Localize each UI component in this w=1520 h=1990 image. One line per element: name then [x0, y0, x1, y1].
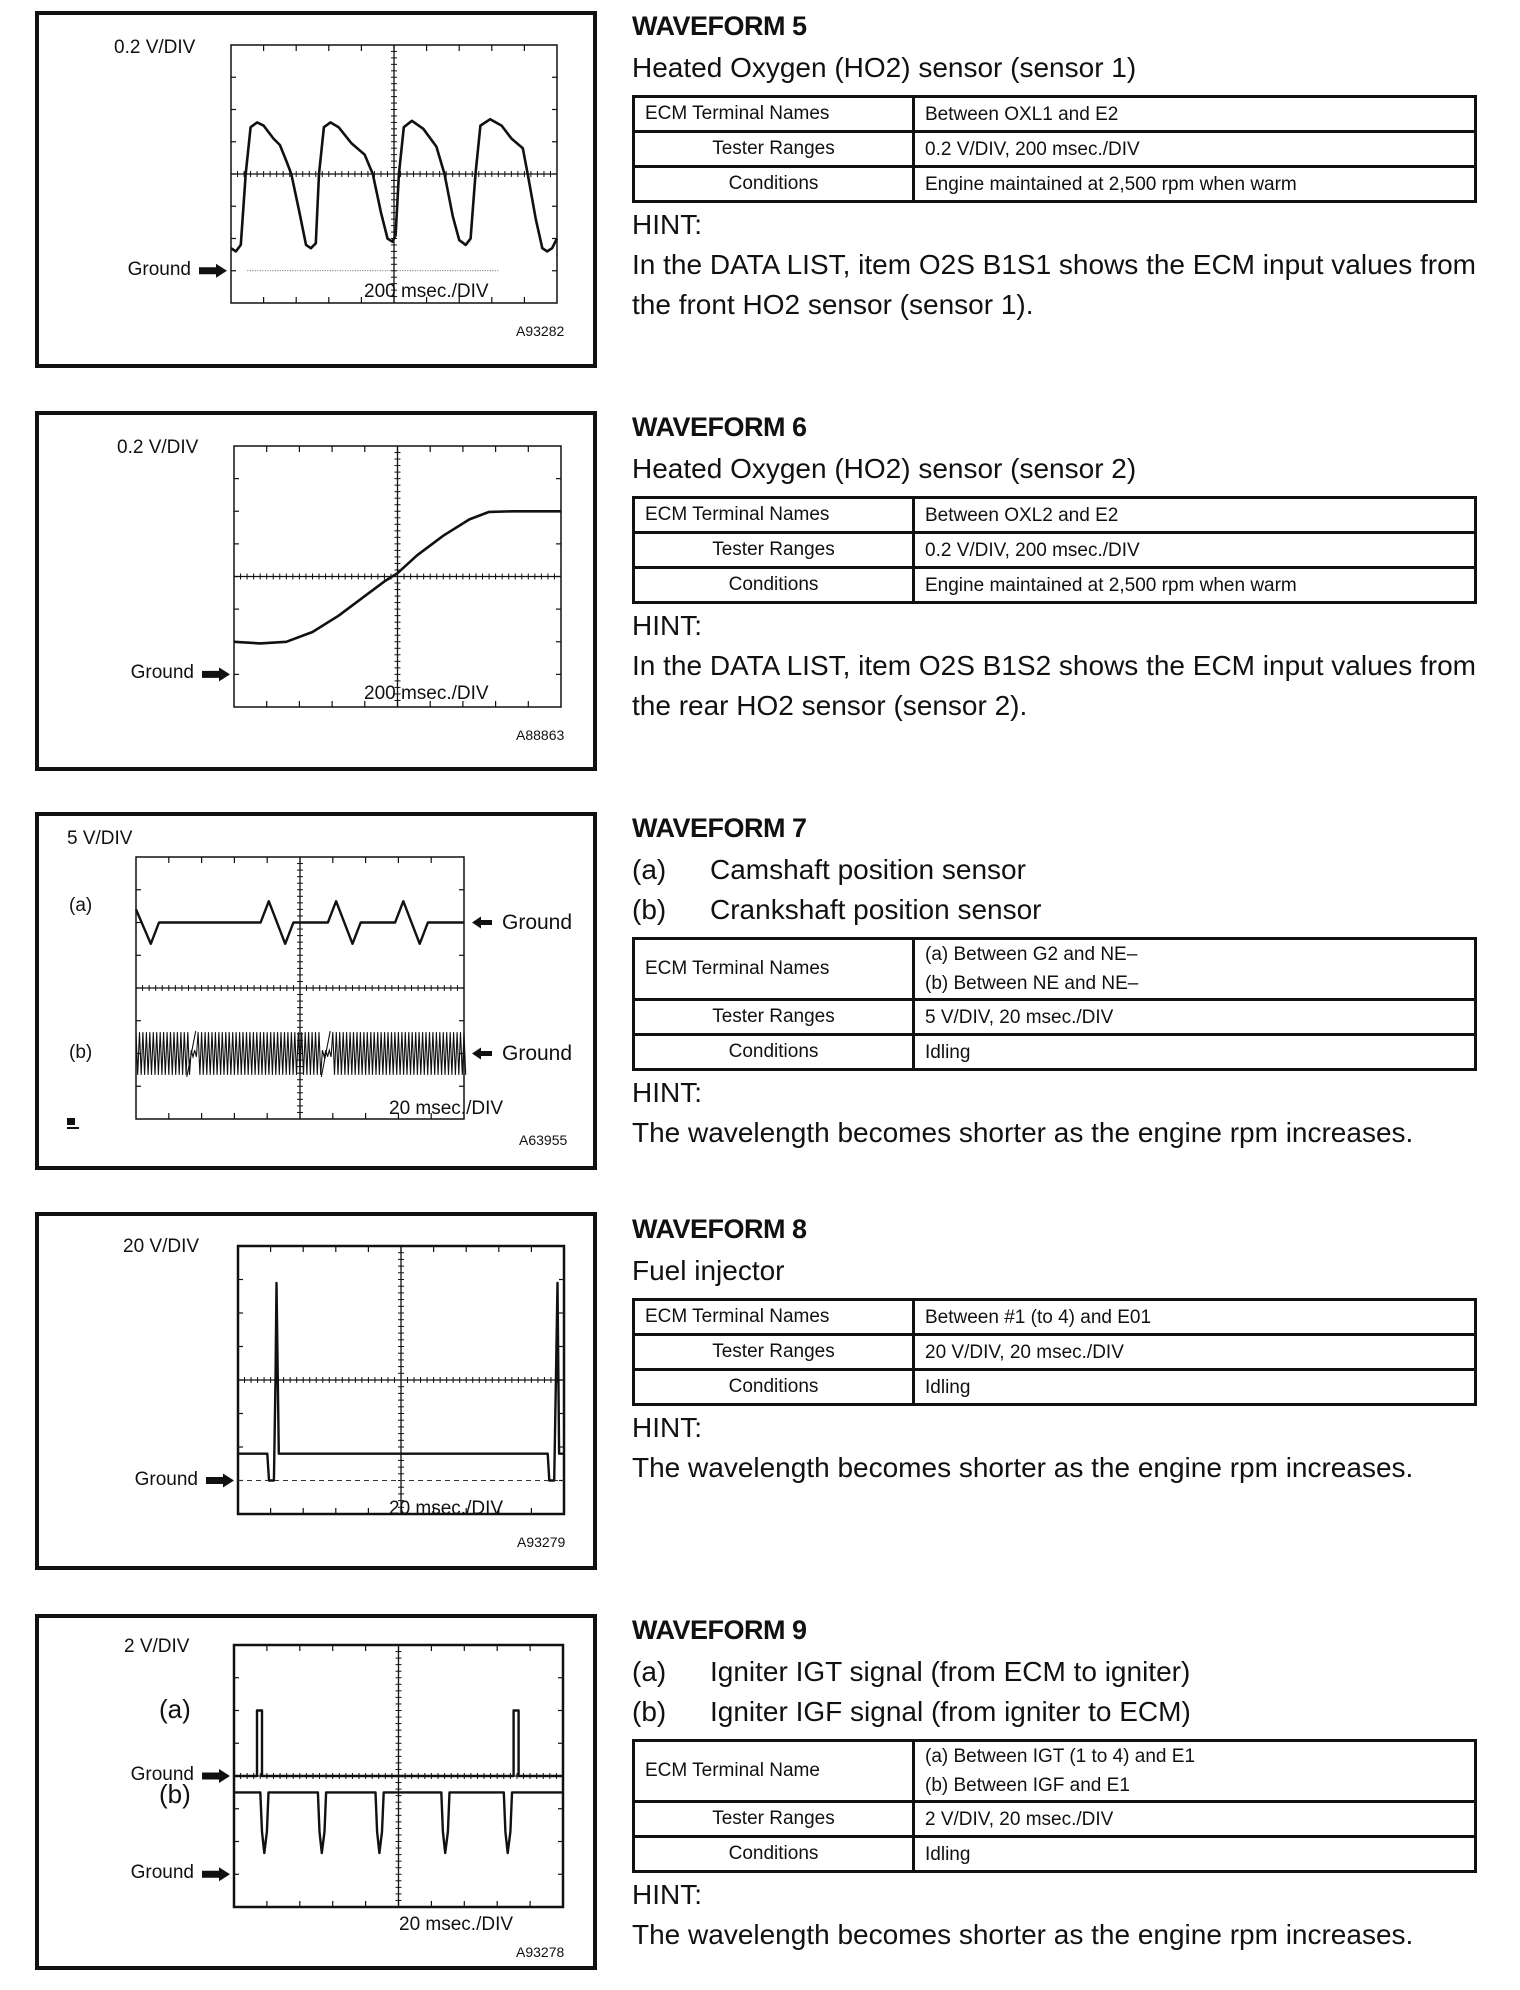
waveform-subtitle: [632, 1652, 1477, 1692]
spec-value-line: 0.2 V/DIV, 200 msec./DIV: [925, 138, 1140, 160]
spec-value: [914, 1300, 1476, 1335]
ground-label: Ground: [130, 662, 194, 684]
subtitle-text: Fuel injector: [632, 1255, 785, 1286]
time-per-division-label: 200 msec./DIV: [364, 683, 489, 704]
waveform-5-figure: [35, 11, 597, 368]
oscilloscope-plot: [39, 1216, 593, 1566]
waveform-6-figure: [35, 411, 597, 771]
spec-row: [634, 1000, 1476, 1035]
waveform-subtitle: [632, 850, 1477, 890]
spec-row: [634, 1802, 1476, 1837]
spec-row: [634, 1300, 1476, 1335]
volts-per-division-label: 0.2 V/DIV: [114, 37, 196, 58]
time-per-division-label: 20 msec./DIV: [389, 1098, 504, 1119]
spec-value: [914, 1370, 1476, 1405]
spec-value: [914, 1035, 1476, 1070]
spec-value-line: Between OXL1 and E2: [925, 103, 1119, 125]
ground-label: Ground: [134, 1468, 198, 1490]
spec-key: Conditions: [634, 568, 914, 603]
spec-row: [634, 1837, 1476, 1872]
volts-per-division-label: 20 V/DIV: [123, 1236, 200, 1257]
spec-row: [634, 132, 1476, 167]
figure-id: A93279: [517, 1534, 566, 1550]
figure-id: A93282: [516, 323, 565, 339]
hint-text: The wavelength becomes shorter as the engine rpm increases.: [632, 1919, 1414, 1950]
ground-label: Ground: [130, 1862, 194, 1884]
waveform-8-figure: [35, 1212, 597, 1570]
spec-row: [634, 1035, 1476, 1070]
hint-text: In the DATA LIST, item O2S B1S2 shows the ECM input values from the rear HO2 sensor (sensor 2).: [632, 650, 1476, 721]
subtitle-text: Igniter IGF signal (from igniter to ECM): [710, 1696, 1191, 1727]
spec-key: ECM Terminal Names: [634, 1300, 914, 1335]
hint-label: HINT:: [632, 1077, 702, 1108]
hint-label: HINT:: [632, 610, 702, 641]
spec-value: [914, 498, 1476, 533]
spec-key: Tester Ranges: [634, 1802, 914, 1837]
channel-label: (a): [69, 895, 93, 916]
ground-label: Ground: [502, 910, 573, 934]
spec-value-line: 5 V/DIV, 20 msec./DIV: [925, 1006, 1114, 1028]
spec-key: Tester Ranges: [634, 533, 914, 568]
waveform-subtitle: [632, 1251, 1477, 1291]
spec-key: ECM Terminal Name: [634, 1741, 914, 1802]
waveform-7-section: [632, 810, 1477, 1153]
waveform-8-section: [632, 1211, 1477, 1488]
spec-row: [634, 167, 1476, 202]
spec-key: ECM Terminal Names: [634, 97, 914, 132]
spec-table: [632, 496, 1477, 604]
hint-label: HINT:: [632, 1412, 702, 1443]
spec-row: [634, 1741, 1476, 1802]
waveform-subtitle: [632, 1692, 1477, 1732]
waveform-title: WAVEFORM 7: [632, 813, 807, 843]
oscilloscope-plot: [39, 816, 593, 1166]
waveform-title: WAVEFORM 9: [632, 1615, 807, 1645]
spec-row: [634, 1335, 1476, 1370]
spec-row: [634, 939, 1476, 1000]
spec-value: [914, 533, 1476, 568]
spec-value-line: 20 V/DIV, 20 msec./DIV: [925, 1341, 1124, 1363]
spec-value-line: (a) Between IGT (1 to 4) and E1: [925, 1746, 1196, 1767]
figure-id: A88863: [516, 727, 565, 743]
spec-value-line: Between #1 (to 4) and E01: [925, 1306, 1152, 1328]
waveform-title: WAVEFORM 6: [632, 412, 807, 442]
spec-key: Conditions: [634, 167, 914, 202]
spec-value-line: Idling: [925, 1376, 971, 1398]
spec-value: [914, 1000, 1476, 1035]
ground-arrow-icon: [472, 1048, 492, 1060]
subtitle-text: Heated Oxygen (HO2) sensor (sensor 2): [632, 453, 1137, 484]
ground-label: Ground: [502, 1041, 573, 1065]
waveform-6-section: [632, 409, 1477, 726]
spec-value: [914, 1802, 1476, 1837]
spec-value-line: (a) Between G2 and NE–: [925, 944, 1138, 965]
waveform-title: WAVEFORM 5: [632, 11, 807, 41]
spec-row: [634, 568, 1476, 603]
spec-key: ECM Terminal Names: [634, 498, 914, 533]
hint-text: In the DATA LIST, item O2S B1S1 shows the ECM input values from the front HO2 sensor (sensor 1).: [632, 249, 1476, 320]
hint-label: HINT:: [632, 209, 702, 240]
spec-row: [634, 97, 1476, 132]
subtitle-label: (a): [632, 854, 667, 885]
volts-per-division-label: 5 V/DIV: [67, 828, 133, 849]
ground-label: Ground: [130, 1764, 194, 1785]
waveform-5-section: [632, 8, 1477, 325]
spec-value: [914, 1837, 1476, 1872]
subtitle-label: (a): [632, 1656, 667, 1687]
camera-icon: [67, 1116, 79, 1129]
subtitle-label: (b): [632, 1696, 667, 1727]
spec-value-line: (b) Between NE and NE–: [925, 973, 1139, 994]
waveform-9-section: [632, 1612, 1477, 1955]
channel-label: (b): [69, 1042, 93, 1063]
ground-arrow-icon: [202, 667, 230, 681]
volts-per-division-label: 0.2 V/DIV: [117, 437, 199, 458]
spec-row: [634, 1370, 1476, 1405]
spec-table: [632, 1298, 1477, 1406]
volts-per-division-label: 2 V/DIV: [124, 1636, 190, 1657]
hint-text: The wavelength becomes shorter as the engine rpm increases.: [632, 1452, 1414, 1483]
channel-label: (b): [159, 1779, 191, 1809]
spec-key: Conditions: [634, 1837, 914, 1872]
spec-row: [634, 498, 1476, 533]
spec-value-line: Idling: [925, 1843, 971, 1865]
subtitle-text: Crankshaft position sensor: [710, 894, 1042, 925]
waveform-9-figure: [35, 1614, 597, 1970]
spec-value: [914, 568, 1476, 603]
spec-value: [914, 1335, 1476, 1370]
spec-key: Tester Ranges: [634, 1000, 914, 1035]
waveform-trace-b: [136, 1031, 466, 1077]
subtitle-text: Camshaft position sensor: [710, 854, 1026, 885]
spec-value: [914, 132, 1476, 167]
spec-table: [632, 95, 1477, 203]
spec-key: ECM Terminal Names: [634, 939, 914, 1000]
ground-arrow-icon: [206, 1474, 234, 1488]
subtitle-text: Igniter IGT signal (from ECM to igniter): [710, 1656, 1191, 1687]
subtitle-text: Heated Oxygen (HO2) sensor (sensor 1): [632, 52, 1137, 83]
ground-arrow-icon: [199, 264, 227, 278]
time-per-division-label: 20 msec./DIV: [389, 1498, 504, 1519]
spec-value: [914, 1741, 1476, 1802]
spec-value: [914, 97, 1476, 132]
spec-value: [914, 939, 1476, 1000]
ground-label: Ground: [127, 258, 191, 280]
channel-label: (a): [159, 1694, 191, 1724]
spec-value-line: (b) Between IGF and E1: [925, 1775, 1130, 1796]
ground-arrow-icon: [202, 1867, 230, 1881]
spec-value-line: 0.2 V/DIV, 200 msec./DIV: [925, 539, 1140, 561]
time-per-division-label: 200 msec./DIV: [364, 281, 489, 302]
spec-key: Conditions: [634, 1370, 914, 1405]
spec-value-line: Engine maintained at 2,500 rpm when warm: [925, 574, 1297, 596]
spec-row: [634, 533, 1476, 568]
hint-label: HINT:: [632, 1879, 702, 1910]
waveform-7-figure: [35, 812, 597, 1170]
camera-icon-body: [67, 1118, 75, 1125]
spec-key: Conditions: [634, 1035, 914, 1070]
figure-id: A63955: [519, 1132, 568, 1148]
spec-table: [632, 1739, 1477, 1873]
time-per-division-label: 20 msec./DIV: [399, 1914, 514, 1935]
waveform-title: WAVEFORM 8: [632, 1214, 807, 1244]
spec-value-line: Between OXL2 and E2: [925, 504, 1119, 526]
waveform-subtitle: [632, 449, 1477, 489]
oscilloscope-plot: [39, 15, 593, 364]
spec-key: Tester Ranges: [634, 132, 914, 167]
ground-arrow-icon: [472, 917, 492, 929]
waveform-subtitle: [632, 48, 1477, 88]
subtitle-label: (b): [632, 894, 667, 925]
oscilloscope-plot: [39, 415, 593, 767]
hint-text: The wavelength becomes shorter as the engine rpm increases.: [632, 1117, 1414, 1148]
figure-id: A93278: [516, 1944, 565, 1960]
ground-arrow-icon: [202, 1769, 230, 1783]
spec-value: [914, 167, 1476, 202]
spec-table: [632, 937, 1477, 1071]
spec-value-line: Engine maintained at 2,500 rpm when warm: [925, 173, 1297, 195]
waveform-subtitle: [632, 890, 1477, 930]
spec-key: Tester Ranges: [634, 1335, 914, 1370]
spec-value-line: 2 V/DIV, 20 msec./DIV: [925, 1808, 1114, 1830]
spec-value-line: Idling: [925, 1041, 971, 1063]
